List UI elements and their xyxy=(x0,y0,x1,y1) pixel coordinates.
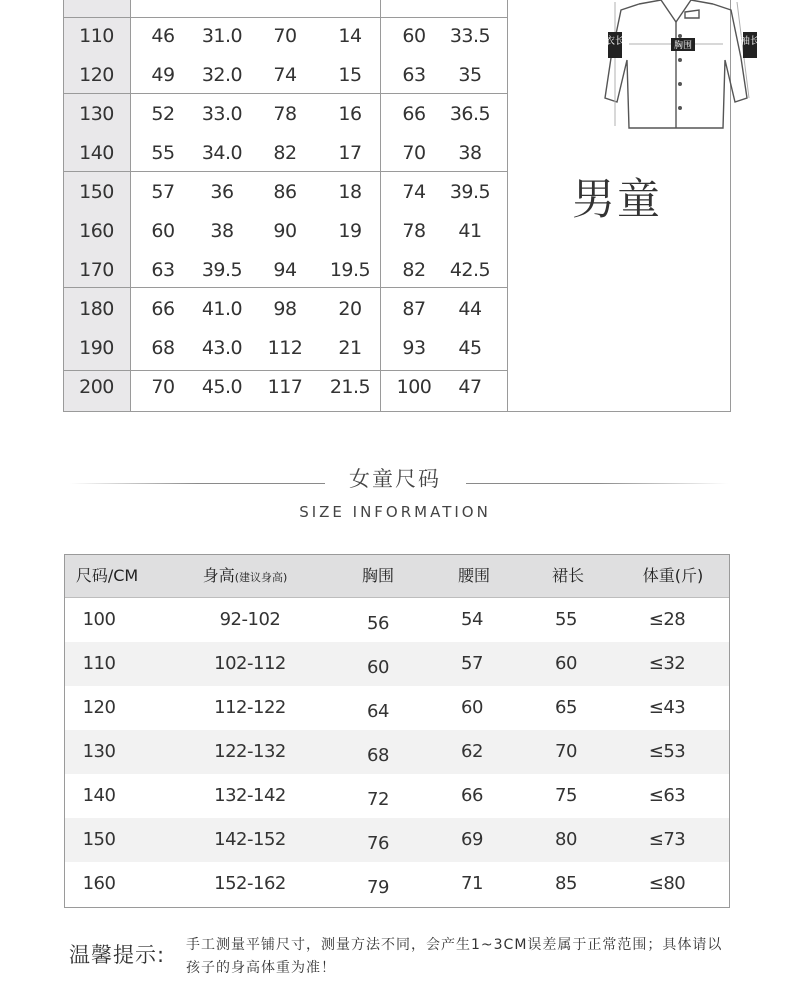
measure-cell: 35 xyxy=(458,64,482,86)
measure-cell: 68 xyxy=(151,337,175,359)
table-row xyxy=(65,862,729,906)
column-divider xyxy=(507,0,508,411)
waist-cell: 69 xyxy=(461,829,483,850)
measure-cell: 21 xyxy=(338,337,362,359)
measure-cell: 60 xyxy=(402,25,426,47)
measure-cell: 38 xyxy=(458,142,482,164)
weight-cell: ≤53 xyxy=(648,741,686,762)
measure-cell: 66 xyxy=(151,298,175,320)
measure-cell: 86 xyxy=(273,181,297,203)
skirt-cell: 80 xyxy=(555,829,577,850)
skirt-cell: 70 xyxy=(555,741,577,762)
measure-cell: 19.5 xyxy=(329,259,371,281)
header-height-label: 身高 xyxy=(202,566,235,585)
measure-cell: 14 xyxy=(338,25,362,47)
size-cell: 140 xyxy=(82,785,116,806)
measure-cell: 82 xyxy=(402,259,426,281)
size-cell: 130 xyxy=(79,103,114,125)
column-divider xyxy=(380,0,381,411)
measure-cell: 78 xyxy=(273,103,297,125)
size-cell: 190 xyxy=(79,337,114,359)
measure-cell: 63 xyxy=(151,259,175,281)
waist-cell: 66 xyxy=(461,785,483,806)
measure-cell: 18 xyxy=(338,181,362,203)
size-cell: 180 xyxy=(79,298,114,320)
size-cell: 160 xyxy=(82,873,116,894)
header-weight: 体重(斤) xyxy=(642,566,704,585)
table-row xyxy=(65,730,729,774)
size-cell: 130 xyxy=(82,741,116,762)
measure-cell: 41 xyxy=(458,220,482,242)
height-cell: 132-142 xyxy=(214,785,286,806)
measure-cell: 63 xyxy=(402,64,426,86)
header-height xyxy=(175,555,315,597)
measure-cell: 45.0 xyxy=(201,376,243,398)
measure-cell: 32.0 xyxy=(201,64,243,86)
measure-cell: 117 xyxy=(267,376,303,398)
table-header xyxy=(65,555,729,598)
measure-cell: 45 xyxy=(458,337,482,359)
measure-cell: 55 xyxy=(151,142,175,164)
measure-cell: 52 xyxy=(151,103,175,125)
girls-size-table xyxy=(64,554,730,908)
measure-cell: 47 xyxy=(458,376,482,398)
size-cell: 200 xyxy=(79,376,114,398)
measure-cell: 100 xyxy=(396,376,432,398)
measure-cell: 39.5 xyxy=(449,181,491,203)
measure-cell: 98 xyxy=(273,298,297,320)
weight-cell: ≤43 xyxy=(648,697,686,718)
size-cell: 150 xyxy=(82,829,116,850)
measure-cell: 42.5 xyxy=(449,259,491,281)
measure-cell: 43.0 xyxy=(201,337,243,359)
size-cell: 150 xyxy=(79,181,114,203)
measure-cell: 70 xyxy=(402,142,426,164)
table-row xyxy=(65,598,729,642)
measure-cell: 87 xyxy=(402,298,426,320)
measure-cell: 60 xyxy=(151,220,175,242)
size-cell: 110 xyxy=(82,653,116,674)
measure-cell: 66 xyxy=(402,103,426,125)
measure-cell: 82 xyxy=(273,142,297,164)
size-cell: 170 xyxy=(79,259,114,281)
measure-cell: 70 xyxy=(151,376,175,398)
skirt-cell: 55 xyxy=(555,609,577,630)
measure-cell: 38 xyxy=(210,220,234,242)
size-cell: 120 xyxy=(79,64,114,86)
weight-cell: ≤73 xyxy=(648,829,686,850)
shirt-diagram xyxy=(581,0,771,133)
chest-cell: 60 xyxy=(367,657,389,678)
chest-label: 胸围 xyxy=(673,41,693,51)
measure-cell: 41.0 xyxy=(201,298,243,320)
waist-cell: 62 xyxy=(461,741,483,762)
measure-cell: 74 xyxy=(402,181,426,203)
measure-cell: 36.5 xyxy=(449,103,491,125)
size-cell: 140 xyxy=(79,142,114,164)
header-waist: 腰围 xyxy=(457,566,490,585)
height-cell: 102-112 xyxy=(214,653,286,674)
measure-cell: 78 xyxy=(402,220,426,242)
height-cell: 122-132 xyxy=(214,741,286,762)
waist-cell: 57 xyxy=(461,653,483,674)
height-cell: 152-162 xyxy=(214,873,286,894)
girls-section-title: 女童尺码 xyxy=(349,467,441,491)
header-size: 尺码/CM xyxy=(75,566,139,585)
chest-cell: 76 xyxy=(367,833,389,854)
measure-cell: 44 xyxy=(458,298,482,320)
measure-cell: 31.0 xyxy=(201,25,243,47)
weight-cell: ≤28 xyxy=(648,609,686,630)
table-row xyxy=(65,774,729,818)
chest-cell: 68 xyxy=(367,745,389,766)
measure-cell: 46 xyxy=(151,25,175,47)
size-cell: 160 xyxy=(79,220,114,242)
header-height-note: (建议身高) xyxy=(234,571,288,584)
chest-cell: 79 xyxy=(367,877,389,898)
boys-title: 男童 xyxy=(572,175,662,225)
measure-cell: 74 xyxy=(273,64,297,86)
waist-cell: 71 xyxy=(461,873,483,894)
girls-section-subtitle: SIZE INFORMATION xyxy=(299,503,491,521)
chest-cell: 56 xyxy=(367,613,389,634)
weight-cell: ≤80 xyxy=(648,873,686,894)
size-cell: 110 xyxy=(79,25,114,47)
header-chest: 胸围 xyxy=(361,566,394,585)
size-cell: 100 xyxy=(82,609,116,630)
table-row xyxy=(65,686,729,730)
chest-cell: 64 xyxy=(367,701,389,722)
measure-cell: 112 xyxy=(267,337,303,359)
measure-cell: 36 xyxy=(210,181,234,203)
measure-cell: 20 xyxy=(338,298,362,320)
sleeve-label: 袖长 xyxy=(740,36,760,47)
measure-cell: 49 xyxy=(151,64,175,86)
skirt-cell: 85 xyxy=(555,873,577,894)
measure-cell: 93 xyxy=(402,337,426,359)
measure-cell: 34.0 xyxy=(201,142,243,164)
height-cell: 92-102 xyxy=(219,609,281,630)
note-text: 手工测量平铺尺寸，测量方法不同，会产生1~3CM误差属于正常范围；具体请以孩子的身高体重为准！ xyxy=(186,937,723,976)
table-row xyxy=(65,642,729,686)
skirt-cell: 60 xyxy=(555,653,577,674)
weight-cell: ≤32 xyxy=(648,653,686,674)
table-row xyxy=(65,818,729,862)
measure-cell: 33.0 xyxy=(201,103,243,125)
waist-cell: 54 xyxy=(461,609,483,630)
height-cell: 142-152 xyxy=(214,829,286,850)
chest-cell: 72 xyxy=(367,789,389,810)
measure-cell: 90 xyxy=(273,220,297,242)
weight-cell: ≤63 xyxy=(648,785,686,806)
measure-cell: 33.5 xyxy=(449,25,491,47)
waist-cell: 60 xyxy=(461,697,483,718)
note-label: 温馨提示: xyxy=(69,943,166,967)
skirt-cell: 75 xyxy=(555,785,577,806)
measure-cell: 94 xyxy=(273,259,297,281)
measure-cell: 57 xyxy=(151,181,175,203)
header-skirt: 裙长 xyxy=(551,566,584,585)
size-cell: 120 xyxy=(82,697,116,718)
measure-cell: 15 xyxy=(338,64,362,86)
measure-cell: 21.5 xyxy=(329,376,371,398)
measure-cell: 19 xyxy=(338,220,362,242)
height-cell: 112-122 xyxy=(214,697,286,718)
measure-cell: 16 xyxy=(338,103,362,125)
skirt-cell: 65 xyxy=(555,697,577,718)
measure-cell: 17 xyxy=(338,142,362,164)
measure-cell: 39.5 xyxy=(201,259,243,281)
measure-cell: 70 xyxy=(273,25,297,47)
length-label: 衣长 xyxy=(605,36,625,47)
